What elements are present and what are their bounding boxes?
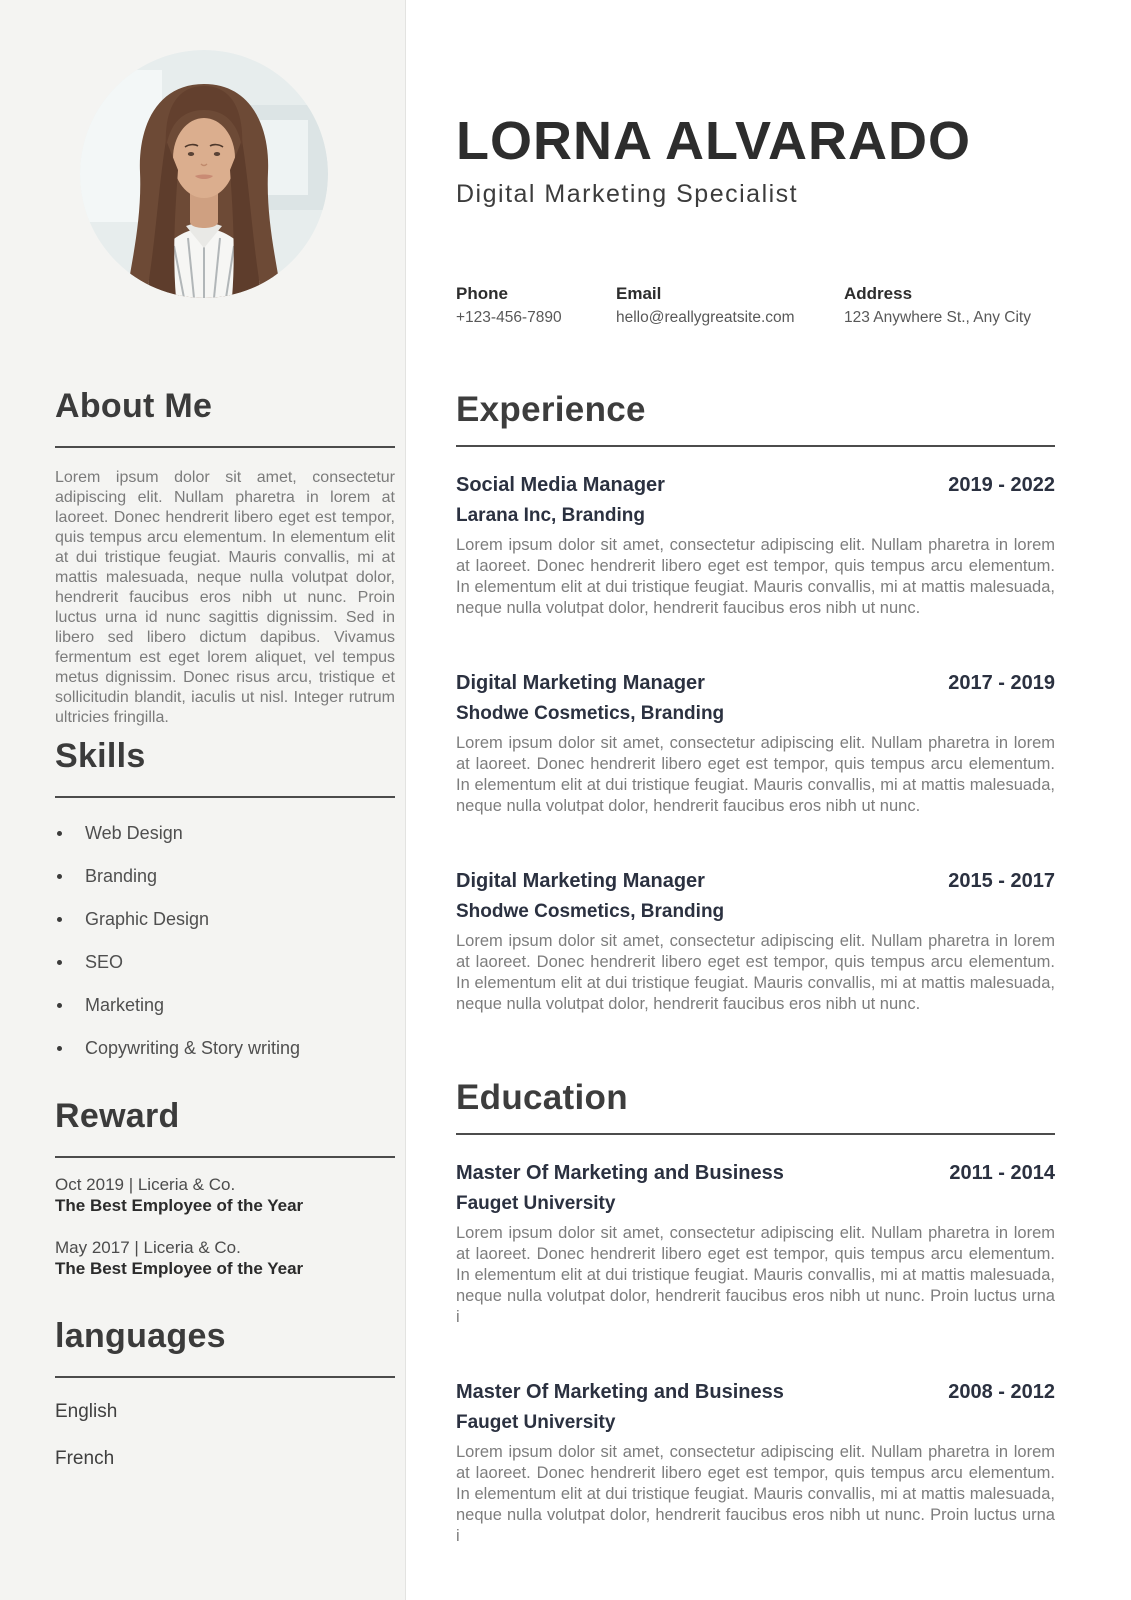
skills-list bbox=[55, 812, 395, 1070]
entry-period: 2011 - 2014 bbox=[949, 1162, 1055, 1184]
skill-label: Copywriting & Story writing bbox=[85, 1038, 301, 1058]
skill-label: Graphic Design bbox=[85, 909, 210, 929]
entry-title: Master Of Marketing and Business bbox=[456, 1162, 784, 1184]
bullet-icon bbox=[57, 1003, 62, 1008]
experience-entry bbox=[456, 867, 1055, 1015]
experience-section bbox=[456, 389, 1055, 1015]
section-divider bbox=[55, 1376, 395, 1378]
entry-head bbox=[456, 471, 1055, 499]
job-title: Digital Marketing Specialist bbox=[456, 180, 799, 208]
section-divider bbox=[55, 1156, 395, 1158]
reward-section bbox=[55, 1096, 395, 1280]
skill-item bbox=[55, 898, 395, 941]
entry-organization: Shodwe Cosmetics, Branding bbox=[456, 703, 725, 724]
languages-heading: languages bbox=[55, 1317, 226, 1355]
entry-organization: Fauget University bbox=[456, 1412, 616, 1433]
experience-entry bbox=[456, 471, 1055, 619]
entry-description: Lorem ipsum dolor sit amet, consectetur adipiscing elit. Nullam pharetra in lorem at laoreet. Donec hendrerit libero eget est tempor, quis tempus arcu elementum. In elementum elit at dui tristique feugiat. Mauris convallis, mi at mattis malesuada, neque nulla volutpat dolor, hendrerit faucibus eros nibh ut nunc. Proin luctus urna i bbox=[456, 1443, 1055, 1545]
address-label: Address bbox=[844, 284, 913, 303]
reward-item bbox=[55, 1237, 395, 1280]
entry-description: Lorem ipsum dolor sit amet, consectetur adipiscing elit. Nullam pharetra in lorem at laoreet. Donec hendrerit libero eget est tempor, quis tempus arcu elementum. In elementum elit at dui tristique feugiat. Mauris convallis, mi at mattis malesuada, neque nulla volutpat dolor, hendrerit faucibus eros nibh ut nunc. bbox=[456, 932, 1055, 1013]
entry-title: Social Media Manager bbox=[456, 474, 665, 496]
main-column bbox=[406, 0, 1131, 1600]
languages-section bbox=[55, 1316, 395, 1482]
education-entry bbox=[456, 1159, 1055, 1328]
skill-item bbox=[55, 1027, 395, 1070]
section-divider bbox=[456, 1133, 1055, 1135]
skill-label: Marketing bbox=[85, 995, 165, 1015]
email-label: Email bbox=[616, 284, 662, 303]
reward-heading: Reward bbox=[55, 1097, 180, 1135]
experience-heading: Experience bbox=[456, 390, 646, 429]
reward-title: The Best Employee of the Year bbox=[55, 1196, 304, 1215]
skill-label: Branding bbox=[85, 866, 158, 886]
phone-label: Phone bbox=[456, 284, 508, 303]
entry-period: 2019 - 2022 bbox=[948, 474, 1055, 496]
entry-description: Lorem ipsum dolor sit amet, consectetur adipiscing elit. Nullam pharetra in lorem at laoreet. Donec hendrerit libero eget est tempor, quis tempus arcu elementum. In elementum elit at dui tristique feugiat. Mauris convallis, mi at mattis malesuada, neque nulla volutpat dolor, hendrerit faucibus eros nibh ut nunc. bbox=[456, 536, 1055, 617]
experience-entry bbox=[456, 669, 1055, 817]
person-name: LORNA ALVARADO bbox=[456, 111, 971, 171]
entry-description: Lorem ipsum dolor sit amet, consectetur adipiscing elit. Nullam pharetra in lorem at laoreet. Donec hendrerit libero eget est tempor, quis tempus arcu elementum. In elementum elit at dui tristique feugiat. Mauris convallis, mi at mattis malesuada, neque nulla volutpat dolor, hendrerit faucibus eros nibh ut nunc. Proin luctus urna i bbox=[456, 1224, 1055, 1326]
skills-section bbox=[55, 736, 395, 1070]
entry-period: 2017 - 2019 bbox=[948, 672, 1055, 694]
entry-period: 2008 - 2012 bbox=[948, 1381, 1055, 1403]
about-text: Lorem ipsum dolor sit amet, consectetur adipiscing elit. Nullam pharetra in lorem at laoreet. Donec hendrerit libero eget est tempor, quis tempus arcu elementum. In elementum elit at dui tristique feugiat. Mauris convallis, mi at mattis malesuada, neque nulla volutpat dolor, hendrerit faucibus eros nibh ut nunc. Proin luctus urna id nunc sagittis dignissim. Sed in libero sed libero dictum dapibus. Vivamus fermentum est eget lorem aliquet, vel tempus metus dignissim. Donec risus arcu, tristique et sollicitudin blandit, iaculis ut nisl. Integer rutrum ultricies fringilla. bbox=[55, 469, 395, 726]
portrait-illustration bbox=[80, 50, 328, 298]
bullet-icon bbox=[57, 874, 62, 879]
entry-head bbox=[456, 1159, 1055, 1187]
email-value: hello@reallygreatsite.com bbox=[616, 309, 795, 326]
skills-heading: Skills bbox=[55, 737, 146, 775]
skill-label: SEO bbox=[85, 952, 124, 972]
entry-title: Master Of Marketing and Business bbox=[456, 1381, 784, 1403]
entry-period: 2015 - 2017 bbox=[948, 870, 1055, 892]
entry-head bbox=[456, 1378, 1055, 1406]
entry-organization: Fauget University bbox=[456, 1193, 616, 1214]
skill-item bbox=[55, 941, 395, 984]
sidebar bbox=[0, 0, 406, 1600]
skill-label: Web Design bbox=[85, 823, 183, 843]
reward-meta: May 2017 | Liceria & Co. bbox=[55, 1238, 241, 1257]
skill-item bbox=[55, 855, 395, 898]
entry-description: Lorem ipsum dolor sit amet, consectetur adipiscing elit. Nullam pharetra in lorem at laoreet. Donec hendrerit libero eget est tempor, quis tempus arcu elementum. In elementum elit at dui tristique feugiat. Mauris convallis, mi at mattis malesuada, neque nulla volutpat dolor, hendrerit faucibus eros nibh ut nunc. bbox=[456, 734, 1055, 815]
profile-photo bbox=[80, 50, 328, 298]
bullet-icon bbox=[57, 917, 62, 922]
skill-item bbox=[55, 984, 395, 1027]
skill-item bbox=[55, 812, 395, 855]
languages-list bbox=[55, 1388, 395, 1482]
entry-head bbox=[456, 867, 1055, 895]
entry-organization: Larana Inc, Branding bbox=[456, 505, 645, 526]
language-item: English bbox=[55, 1400, 118, 1422]
phone-value: +123-456-7890 bbox=[456, 309, 562, 326]
entry-organization: Shodwe Cosmetics, Branding bbox=[456, 901, 725, 922]
entry-head bbox=[456, 669, 1055, 697]
bullet-icon bbox=[57, 960, 62, 965]
address-value: 123 Anywhere St., Any City bbox=[844, 309, 1031, 326]
contact-email bbox=[616, 283, 844, 327]
about-heading: About Me bbox=[55, 387, 213, 425]
reward-title: The Best Employee of the Year bbox=[55, 1259, 304, 1278]
language-item: French bbox=[55, 1447, 115, 1469]
section-divider bbox=[456, 445, 1055, 447]
contact-row bbox=[456, 283, 1055, 327]
entry-title: Digital Marketing Manager bbox=[456, 870, 705, 892]
contact-phone bbox=[456, 283, 616, 327]
education-heading: Education bbox=[456, 1078, 628, 1117]
section-divider bbox=[55, 796, 395, 798]
entry-title: Digital Marketing Manager bbox=[456, 672, 705, 694]
about-section bbox=[55, 386, 395, 728]
education-section bbox=[456, 1077, 1055, 1547]
bullet-icon bbox=[57, 1046, 62, 1051]
reward-item bbox=[55, 1174, 395, 1217]
education-entry bbox=[456, 1378, 1055, 1547]
contact-address bbox=[844, 283, 1055, 327]
reward-meta: Oct 2019 | Liceria & Co. bbox=[55, 1175, 236, 1194]
section-divider bbox=[55, 446, 395, 448]
bullet-icon bbox=[57, 831, 62, 836]
